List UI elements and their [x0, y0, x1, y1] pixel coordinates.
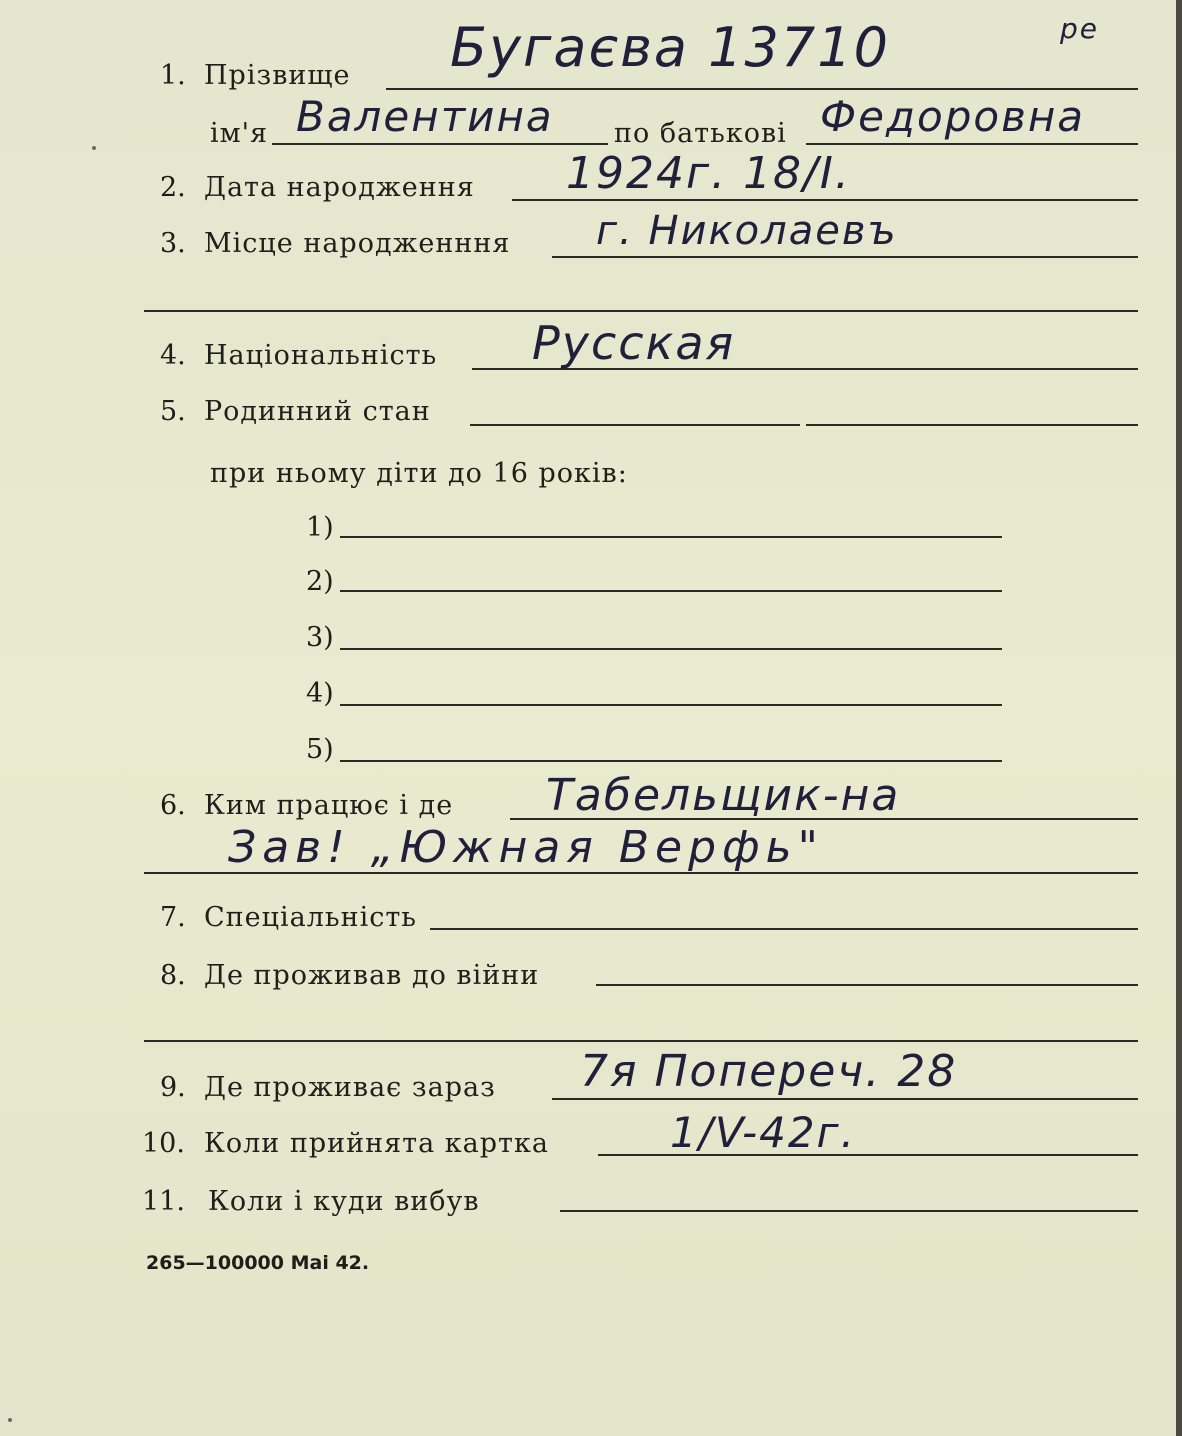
- current-address-value: 7я Попереч. 28: [580, 1046, 958, 1097]
- field-5-number: 5.: [160, 396, 186, 427]
- first-name-label: ім'я: [210, 118, 269, 149]
- surname-superscript: ре: [1060, 12, 1099, 45]
- birth-date-label: Дата народження: [204, 172, 475, 203]
- field-4-number: 4.: [160, 340, 186, 371]
- paper-speck: [92, 146, 96, 150]
- child-2-number: 2): [306, 566, 334, 597]
- prewar-address-line-2: [144, 1040, 1138, 1042]
- field-2-number: 2.: [160, 172, 186, 203]
- workplace-label: Ким працює і де: [204, 790, 454, 821]
- child-1-line: [340, 536, 1002, 538]
- field-1-number: 1.: [160, 60, 186, 91]
- nationality-label: Національність: [204, 340, 438, 371]
- card-date-value: 1/V-42г.: [670, 1108, 856, 1157]
- surname-label: Прізвище: [204, 60, 351, 91]
- first-name-line: [272, 143, 608, 145]
- field-9-number: 9.: [160, 1072, 186, 1103]
- nationality-value: Русская: [532, 316, 736, 370]
- specialty-label: Спеціальність: [204, 902, 417, 933]
- child-1-number: 1): [306, 512, 334, 543]
- birth-date-line: [512, 199, 1138, 201]
- departure-label: Коли і куди вибув: [208, 1186, 480, 1217]
- child-2-line: [340, 590, 1002, 592]
- child-5-number: 5): [306, 734, 334, 765]
- field-3-number: 3.: [160, 228, 186, 259]
- card-date-label: Коли прийнята картка: [204, 1128, 549, 1159]
- marital-status-line: [470, 424, 800, 426]
- birth-place-value: г. Николаевъ: [596, 208, 898, 254]
- field-10-number: 10.: [142, 1128, 185, 1159]
- current-address-line: [552, 1098, 1138, 1100]
- specialty-line: [430, 928, 1138, 930]
- child-3-line: [340, 648, 1002, 650]
- birth-place-line-2: [144, 310, 1138, 312]
- patronymic-label: по батькові: [614, 118, 787, 149]
- field-6-number: 6.: [160, 790, 186, 821]
- birth-place-label: Місце народженння: [204, 228, 511, 259]
- surname-line: [386, 88, 1138, 90]
- workplace-value-line-1: Табельщик-на: [546, 770, 901, 821]
- first-name-value: Валентина: [296, 92, 554, 141]
- child-4-line: [340, 704, 1002, 706]
- field-8-number: 8.: [160, 960, 186, 991]
- field-7-number: 7.: [160, 902, 186, 933]
- paper-speck: [8, 1418, 12, 1422]
- workplace-value-line-2: Зав! „Южная Верфь": [228, 822, 824, 873]
- field-11-number: 11.: [142, 1186, 185, 1217]
- marital-status-line-2: [806, 424, 1138, 426]
- surname-value: Бугаєва 13710: [450, 16, 890, 79]
- prewar-address-line: [596, 984, 1138, 986]
- marital-status-label: Родинний стан: [204, 396, 431, 427]
- birth-date-value: 1924г. 18/I.: [566, 148, 851, 199]
- child-5-line: [340, 760, 1002, 762]
- child-4-number: 4): [306, 678, 334, 709]
- prewar-address-label: Де проживав до війни: [204, 960, 540, 991]
- card-edge: [1176, 0, 1182, 1436]
- patronymic-value: Федоровна: [820, 92, 1086, 141]
- birth-place-line: [552, 256, 1138, 258]
- current-address-label: Де проживає зараз: [204, 1072, 496, 1103]
- departure-line: [560, 1210, 1138, 1212]
- child-3-number: 3): [306, 622, 334, 653]
- children-label: при ньому діти до 16 років:: [210, 458, 628, 489]
- print-code: 265—100000 Mai 42.: [146, 1252, 370, 1274]
- patronymic-line: [806, 143, 1138, 145]
